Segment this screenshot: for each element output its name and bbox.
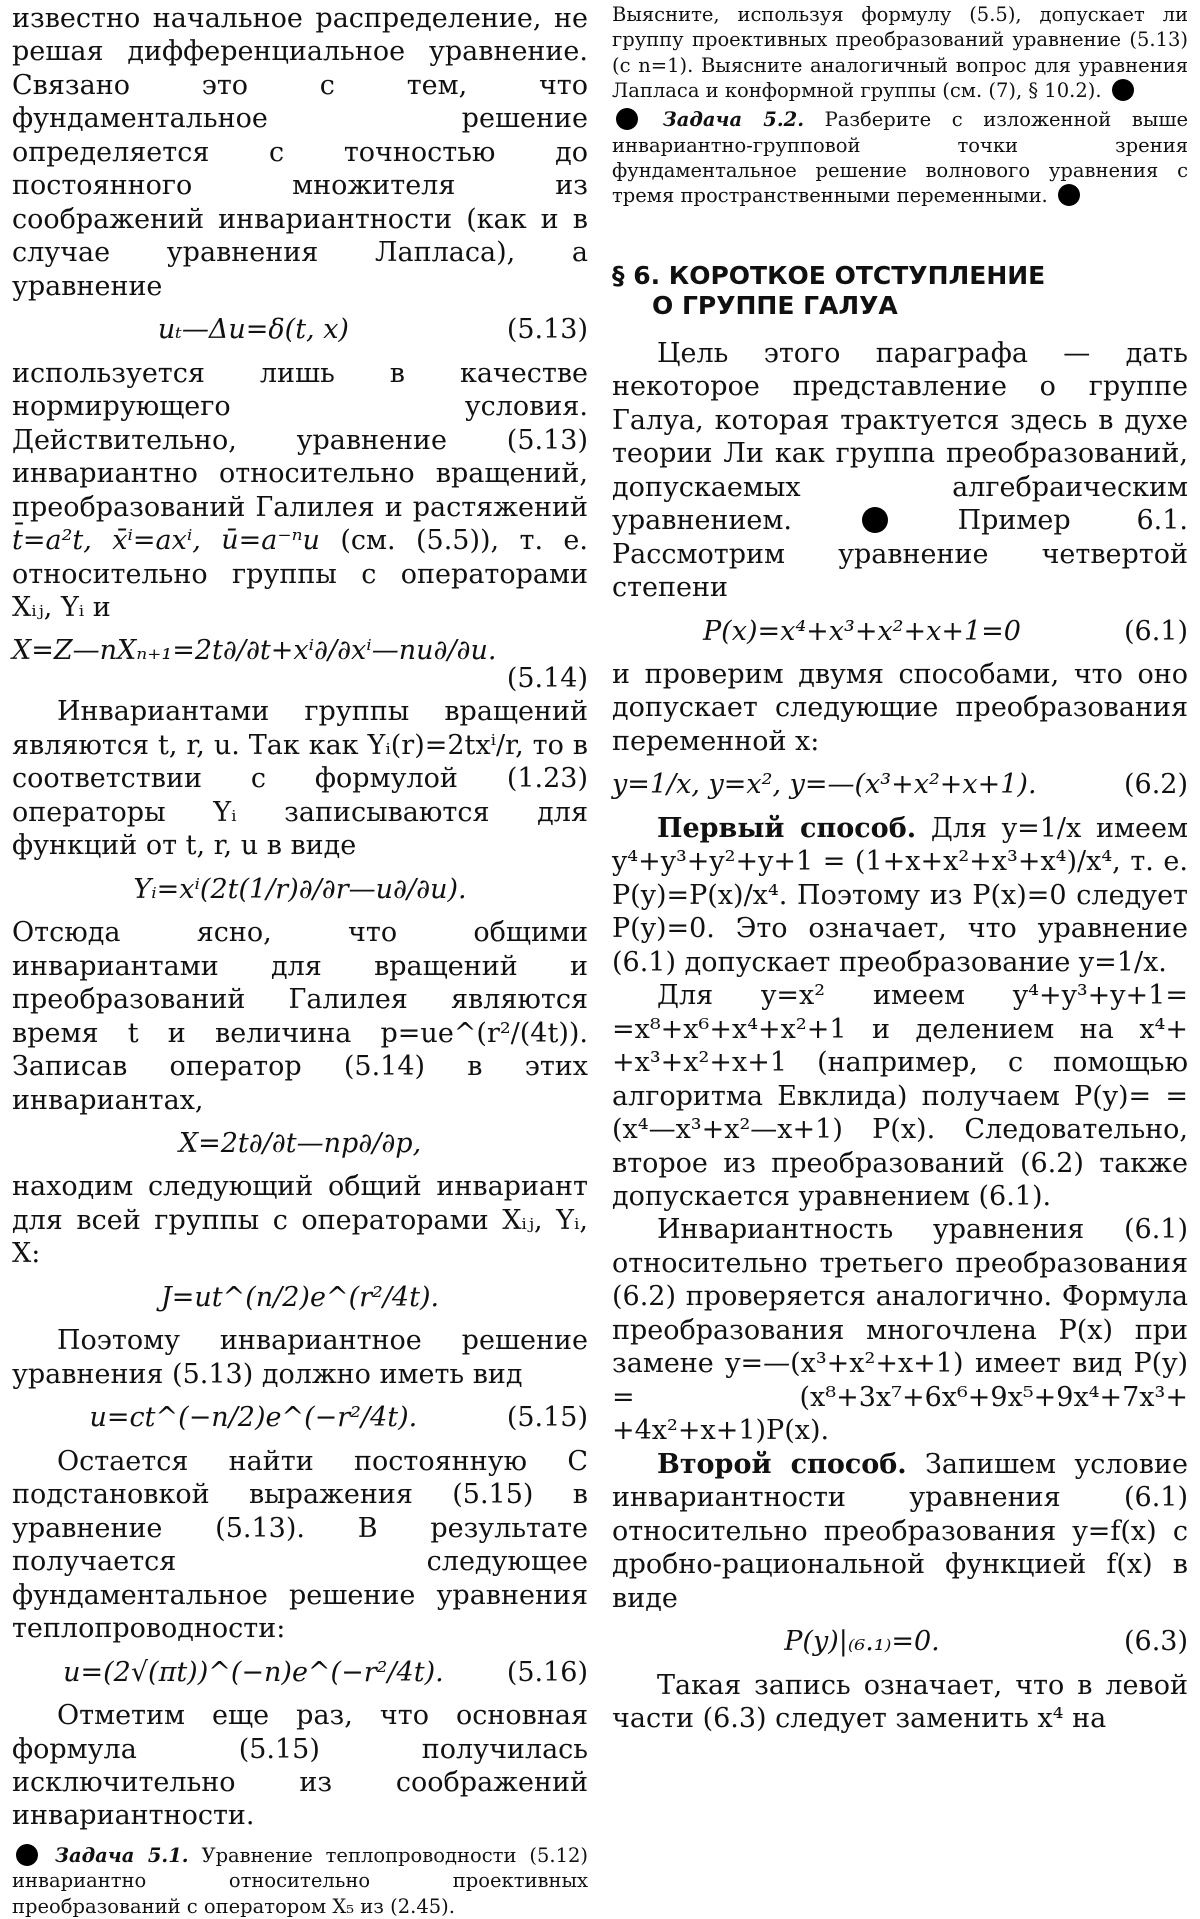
third-transform-paragraph: Инвариантность уравнения (6.1) относительно третьего преобразования (6.2) проверяется аналогично. Формула преобразования многочлена P(x) при замене y=—(x³+x²+x+1) имеет вид P(y) = (x⁸+3x⁷+6x⁶+9x⁵+9x⁴+7x³+ +4x²+x+1)P(x). (612, 1214, 1188, 1447)
bullet-icon (862, 507, 888, 533)
equation-body: u=(2√(πt))^(−n)e^(−r²/4t). (63, 1656, 444, 1688)
bullet-icon (16, 1844, 38, 1866)
paragraph-text-tail: (см. (5.5)), т. е. относительно группы с операторами Xᵢⱼ, Yᵢ и (12, 525, 588, 623)
equation-5-14 (12, 634, 588, 667)
equation-body: uₜ—Δu=δ(t, x) (157, 314, 349, 346)
section-title (612, 261, 1188, 321)
equation-5-16 (12, 1656, 588, 1689)
equation-6-3 (612, 1625, 1188, 1658)
equation-number: (6.2) (1123, 769, 1188, 801)
equation-number: (6.1) (1123, 615, 1188, 647)
equation-body: Yᵢ=xⁱ(2t(1/r)∂/∂r—u∂/∂u). (133, 873, 467, 905)
equation-yi (12, 873, 588, 906)
equation-body: J=ut^(n/2)e^(r²/4t). (160, 1281, 440, 1313)
note-paragraph: Отметим еще раз, что основная формула (5.15) получилась исключительно из соображений инвариантности. (12, 1700, 588, 1832)
check-paragraph: и проверим двумя способами, что оно допускает следующие преобразования переменной x: (612, 658, 1188, 757)
equation-number: (5.16) (506, 1656, 588, 1688)
goal-paragraph (612, 337, 1188, 605)
ending-paragraph: Такая запись означает, что в левой части (6.3) следует заменить x⁴ на (612, 1669, 1188, 1735)
first-method-paragraph (612, 812, 1188, 979)
example-label: Пример 6.1. (957, 505, 1188, 537)
equation-number: (5.15) (506, 1402, 588, 1434)
equation-body: y=1/x, y=x², y=—(x³+x²+x+1). (612, 769, 1037, 801)
equation-number: (5.13) (506, 314, 588, 346)
second-method-paragraph (612, 1448, 1188, 1615)
example-text: Рассмотрим уравнение четвертой степени (612, 538, 1188, 604)
equation-number: (5.14) (506, 662, 588, 694)
common-invariants-paragraph: Отсюда ясно, что общими инвариантами для вращений и преобразований Галилея являются время t и величина p=ue^(r²/(4t)). Записав оператор (5.14) в этих инвариантах, (12, 917, 588, 1116)
equation-5-13 (12, 313, 588, 346)
task-continuation (612, 2, 1188, 209)
task-label: Задача 5.2. (662, 108, 805, 132)
task-label: Задача 5.1. (54, 1843, 189, 1867)
task-text: Уравнение теплопроводности (5.12) инвариантно относительно проективных преобразований с оператором X₅ из (2.45). (12, 1843, 588, 1918)
task-text: Разберите с изложенной выше инвариантно-групповой точки зрения фундаментальное решение волнового уравнения с тремя пространственными переменными. (612, 108, 1189, 208)
paragraph-text: Цель этого параграфа — дать некоторое представление о группе Галуа, которая трактуется здесь в духе теории Ли как группа преобразований, допускаемых алгебраическим уравнением. (612, 337, 1188, 537)
second-method-label: Второй способ. (657, 1448, 907, 1480)
left-column (12, 2, 588, 1919)
equation-5-15 (12, 1401, 588, 1434)
equation-6-2 (612, 768, 1188, 801)
normalization-paragraph (12, 357, 588, 625)
constant-paragraph: Остается найти постоянную C подстановкой выражения (5.15) в уравнение (5.13). В результате получается следующее фундаментальное решение уравнения теплопроводности: (12, 1445, 588, 1645)
equation-body: X=Z—nXₙ₊₁=2t∂/∂t+xⁱ∂/∂xⁱ—nu∂/∂u. (12, 635, 497, 667)
section-title-line2: О ГРУППЕ ГАЛУА (652, 290, 898, 320)
bullet-icon (616, 108, 638, 130)
task-text: Выясните, используя формулу (5.5), допускает ли группу проективных преобразований уравнение (5.13) (с n=1). Выясните аналогичный вопрос для уравнения Лапласа и конформной группы (см. (7), § 10.2). (612, 3, 1188, 103)
stretch-formula: t̄=a²t, x̄ⁱ=axⁱ, ū=a⁻ⁿu (12, 525, 320, 557)
equation-body: P(y)|₍₆.₁₎=0. (784, 1626, 940, 1658)
first-method-text: Для y=1/x имеем y⁴+y³+y²+y+1 = (1+x+x²+x³+x⁴)/x⁴, т. е. P(y)=P(x)/x⁴. Поэтому из P(x)=0 следует P(y)=0. Это означает, что уравнение (6.1) допускает преобразование y=1/x. (612, 812, 1189, 978)
first-method-label: Первый способ. (657, 812, 917, 844)
bullet-icon (1112, 79, 1134, 101)
paragraph-text: используется лишь в качестве нормирующего условия. Действительно, уравнение (5.13) инвариантно относительно вращений, преобразований Галилея и растяжений (12, 357, 588, 523)
general-invariant-paragraph: находим следующий общий инвариант для всей группы с операторами Xᵢⱼ, Yᵢ, X: (12, 1171, 588, 1270)
equation-x (12, 1127, 588, 1160)
equation-6-1 (612, 615, 1188, 648)
bullet-icon (1058, 184, 1080, 206)
y-x2-paragraph: Для y=x² имеем y⁴+y³+y+1= =x⁸+x⁶+x⁴+x²+1 и делением на x⁴+ +x³+x²+x+1 (например, с помощью алгоритма Евклида) получаем P(y)= =(x⁴—x³+x²—x+1) P(x). Следовательно, второе из преобразований (6.2) также допускается уравнением (6.1). (612, 980, 1188, 1212)
section-title-line1: § 6. КОРОТКОЕ ОТСТУПЛЕНИЕ (612, 260, 1046, 290)
task-5-1 (12, 1843, 588, 1919)
equation-j (12, 1281, 588, 1314)
right-column (612, 2, 1188, 1736)
equation-body: P(x)=x⁴+x³+x²+x+1=0 (703, 615, 1021, 647)
intro-paragraph: известно начальное распределение, не решая дифференциальное уравнение. Связано это с тем, что фундаментальное решение определяется с точностью до постоянного множителя из соображений инвариантности (как и в случае уравнения Лапласа), а уравнение (12, 3, 588, 302)
equation-body: u=ct^(−n/2)e^(−r²/4t). (89, 1402, 418, 1434)
task-5-2 (612, 107, 1188, 208)
invariants-paragraph: Инвариантами группы вращений являются t, r, u. Так как Yᵢ(r)=2txⁱ/r, то в соответствии с формулой (1.23) операторы Yᵢ записываются для функций от t, r, u в виде (12, 696, 588, 862)
equation-number: (6.3) (1123, 1626, 1188, 1658)
second-method-text: Запишем условие инвариантности уравнения (6.1) относительно преобразования y=f(x) с дробно-рациональной функцией f(x) в виде (612, 1448, 1188, 1614)
equation-body: X=2t∂/∂t—np∂/∂p, (178, 1128, 422, 1159)
solution-form-paragraph: Поэтому инвариантное решение уравнения (5.13) должно иметь вид (12, 1325, 588, 1390)
